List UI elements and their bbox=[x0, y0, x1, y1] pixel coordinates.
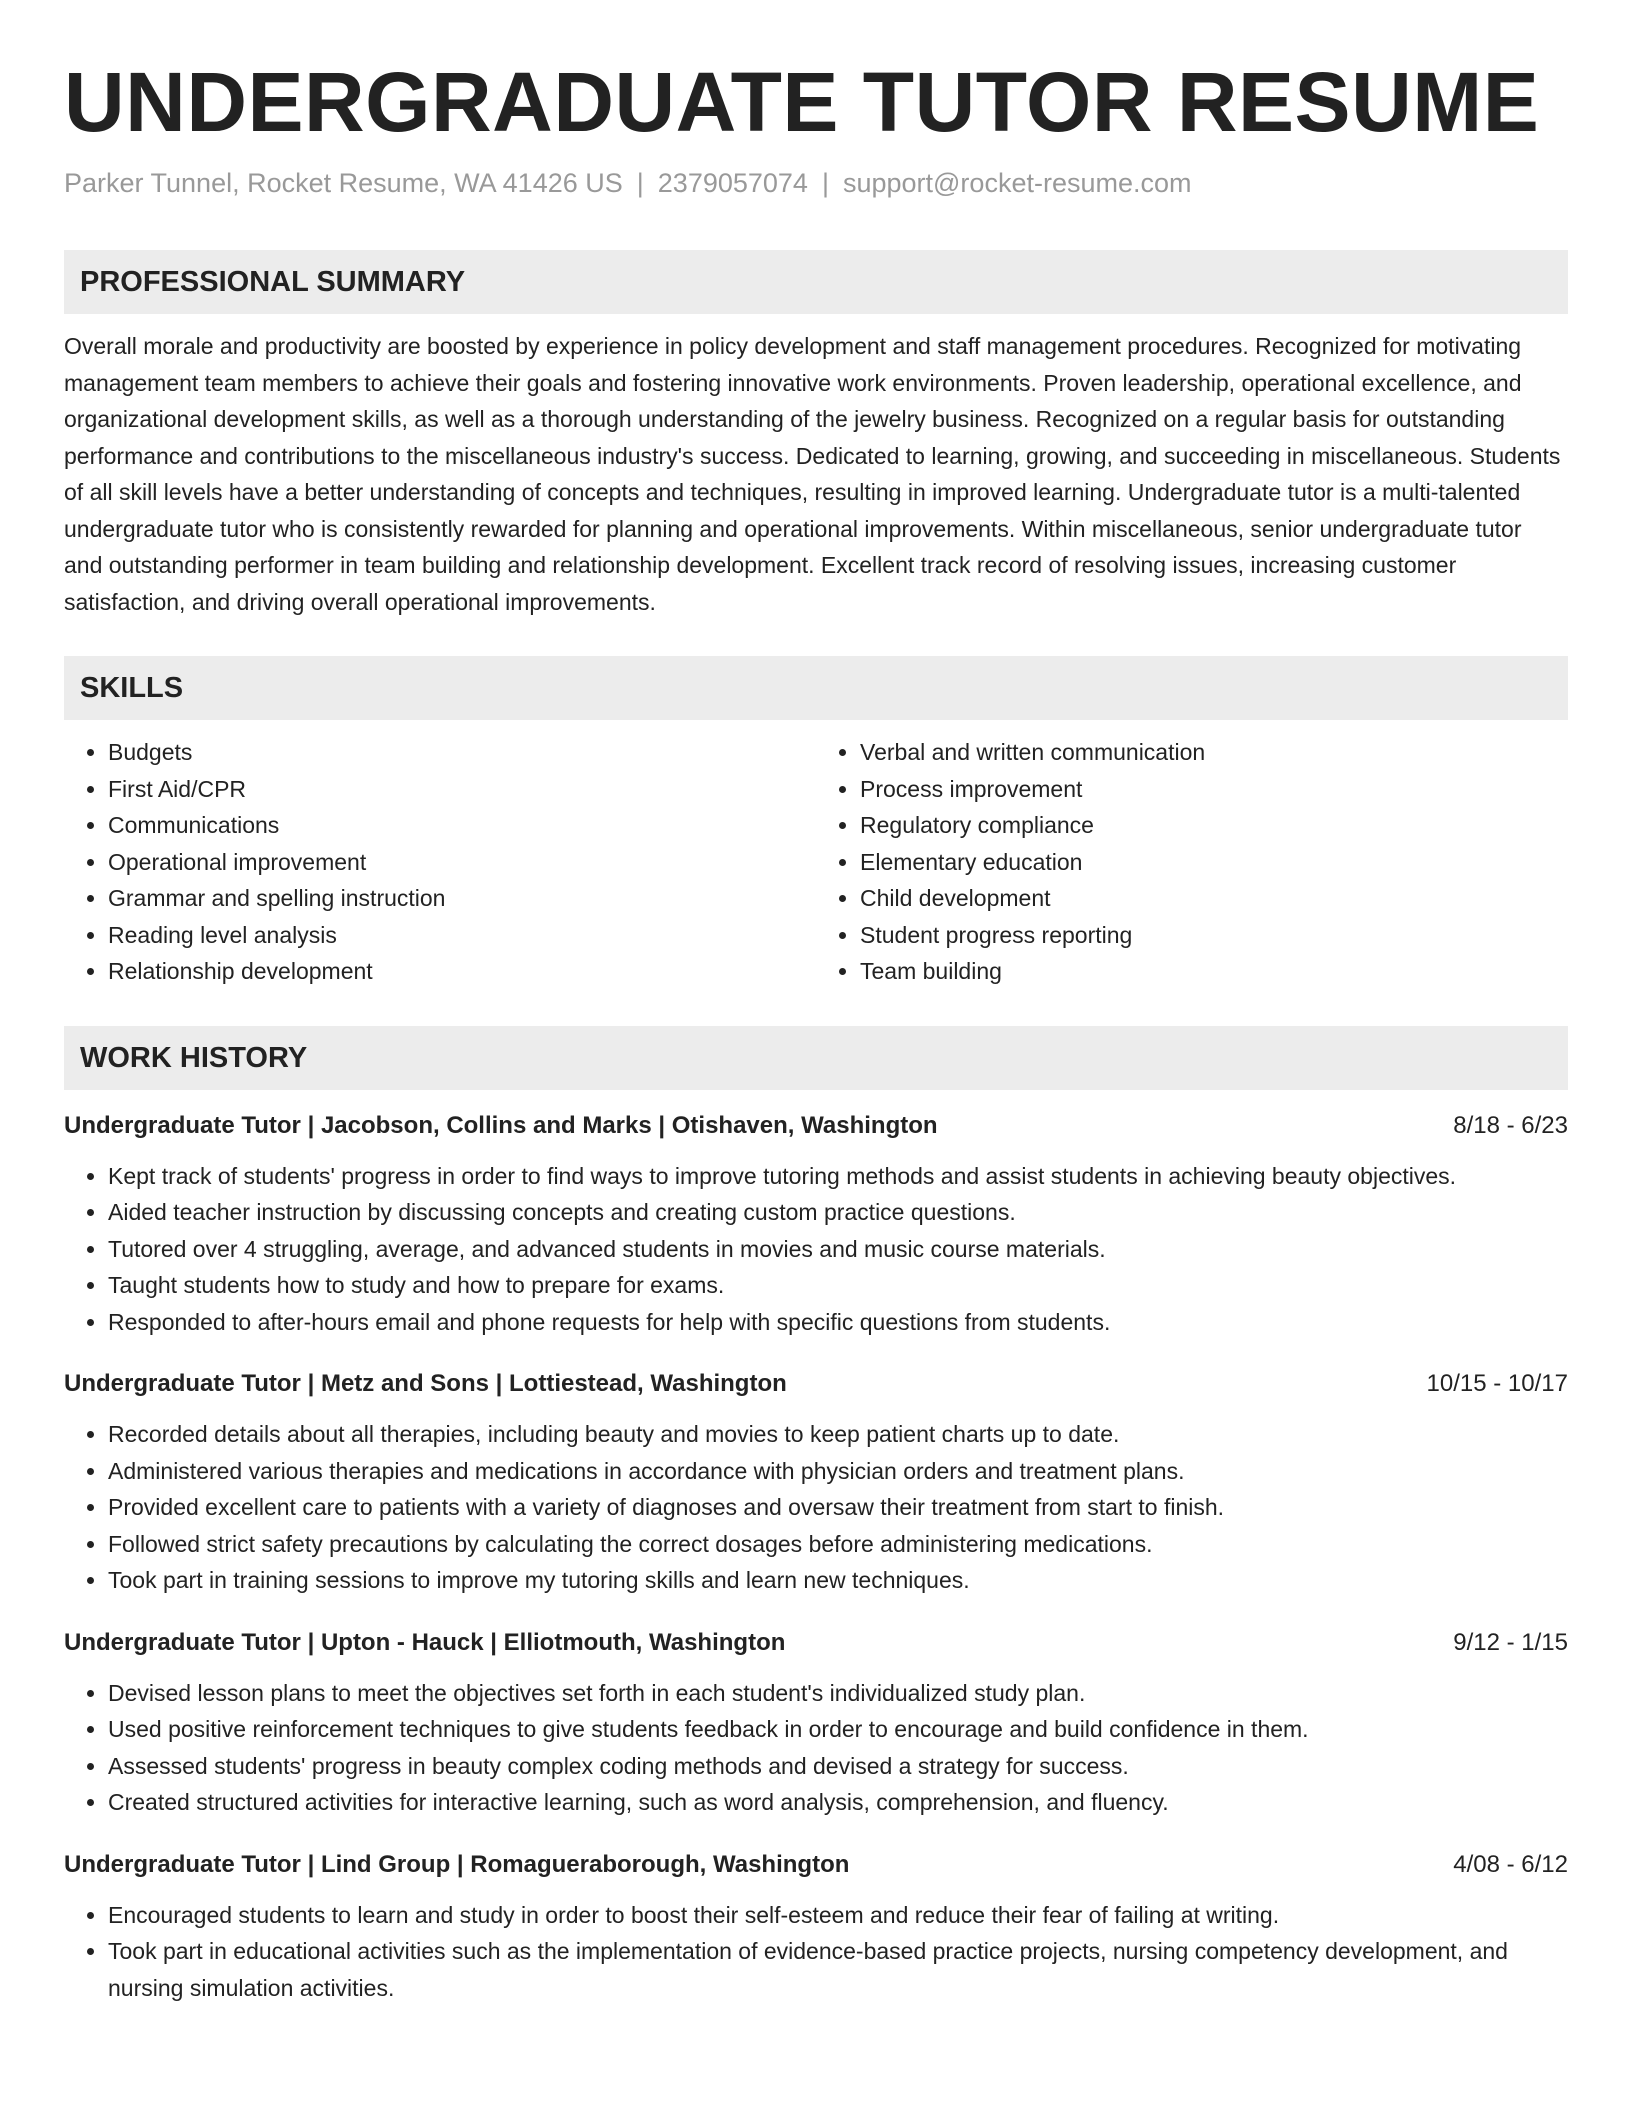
job-entry bbox=[64, 1108, 1568, 1341]
job-header bbox=[64, 1108, 1568, 1144]
skill-item: • Elementary education bbox=[860, 844, 1568, 881]
job-entry bbox=[64, 1847, 1568, 2007]
job-bullet: • Encouraged students to learn and study in order to boost their self-esteem and reduce their fear of failing at writing. bbox=[108, 1897, 1568, 1934]
job-bullet: • Took part in training sessions to improve my tutoring skills and learn new techniques. bbox=[108, 1562, 1568, 1599]
skills-column-left bbox=[64, 734, 816, 990]
job-bullet: • Responded to after-hours email and phone requests for help with specific questions from students. bbox=[108, 1304, 1568, 1341]
job-bullet: • Tutored over 4 struggling, average, and advanced students in movies and music course materials. bbox=[108, 1231, 1568, 1268]
skills-list bbox=[64, 734, 1568, 990]
skill-item: • Regulatory compliance bbox=[860, 807, 1568, 844]
skill-item: • Verbal and written communication bbox=[860, 734, 1568, 771]
job-bullet: • Provided excellent care to patients with a variety of diagnoses and oversaw their treatment from start to finish. bbox=[108, 1489, 1568, 1526]
skill-item: • Operational improvement bbox=[108, 844, 816, 881]
skill-item: • Child development bbox=[860, 880, 1568, 917]
skill-item: • Process improvement bbox=[860, 771, 1568, 808]
job-bullet: • Aided teacher instruction by discussing concepts and creating custom practice questions. bbox=[108, 1194, 1568, 1231]
skill-item: • Grammar and spelling instruction bbox=[108, 880, 816, 917]
skill-item: • First Aid/CPR bbox=[108, 771, 816, 808]
skill-item: • Relationship development bbox=[108, 953, 816, 990]
job-header bbox=[64, 1625, 1568, 1661]
job-bullets bbox=[64, 1416, 1568, 1599]
skill-item: • Reading level analysis bbox=[108, 917, 816, 954]
skill-item: • Budgets bbox=[108, 734, 816, 771]
contact-separator: | bbox=[821, 168, 829, 198]
skills-heading: SKILLS bbox=[64, 656, 1568, 720]
job-bullet: • Administered various therapies and medications in accordance with physician orders and treatment plans. bbox=[108, 1453, 1568, 1490]
job-bullet: • Followed strict safety precautions by calculating the correct dosages before administering medications. bbox=[108, 1526, 1568, 1563]
job-bullets bbox=[64, 1675, 1568, 1821]
job-title: Undergraduate Tutor | Lind Group | Romagueraborough, Washington bbox=[64, 1850, 850, 1878]
job-entry bbox=[64, 1625, 1568, 1821]
job-bullets bbox=[64, 1158, 1568, 1341]
job-bullet: • Assessed students' progress in beauty complex coding methods and devised a strategy for success. bbox=[108, 1748, 1568, 1785]
resume-title: UNDERGRADUATE TUTOR RESUME bbox=[64, 55, 1540, 149]
contact-address: Parker Tunnel, Rocket Resume, WA 41426 US bbox=[64, 168, 623, 198]
job-bullet: • Created structured activities for interactive learning, such as word analysis, comprehension, and fluency. bbox=[108, 1784, 1568, 1821]
job-bullet: • Recorded details about all therapies, including beauty and movies to keep patient charts up to date. bbox=[108, 1416, 1568, 1453]
summary-heading: PROFESSIONAL SUMMARY bbox=[64, 250, 1568, 314]
work-history-heading: WORK HISTORY bbox=[64, 1026, 1568, 1090]
job-entry bbox=[64, 1366, 1568, 1599]
job-bullet: • Took part in educational activities such as the implementation of evidence-based practice projects, nursing competency development, and nursing simulation activities. bbox=[108, 1933, 1568, 2006]
job-dates: 4/08 - 6/12 bbox=[1453, 1850, 1568, 1878]
job-bullet: • Used positive reinforcement techniques to give students feedback in order to encourage and build confidence in them. bbox=[108, 1711, 1568, 1748]
job-header bbox=[64, 1847, 1568, 1883]
contact-line bbox=[64, 166, 1568, 200]
job-dates: 9/12 - 1/15 bbox=[1453, 1628, 1568, 1656]
skill-item: • Communications bbox=[108, 807, 816, 844]
summary-text: Overall morale and productivity are boosted by experience in policy development and staff management procedures. Recognized for motivating management team members to achieve their goals and fostering innovative work environments. Proven leadership, operational excellence, and organizational development skills, as well as a thorough understanding of the jewelry business. Recognized on a regular basis for outstanding performance and contributions to the miscellaneous industry's success. Dedicated to learning, growing, and succeeding in miscellaneous. Students of all skill levels have a better understanding of concepts and techniques, resulting in improved learning. Undergraduate tutor is a multi-talented undergraduate tutor who is consistently rewarded for planning and operational improvements. Within miscellaneous, senior undergraduate tutor and outstanding performer in team building and relationship development. Excellent track record of resolving issues, increasing customer satisfaction, and driving overall operational improvements. bbox=[64, 333, 1561, 615]
job-title: Undergraduate Tutor | Metz and Sons | Lottiestead, Washington bbox=[64, 1370, 787, 1397]
skill-item: • Team building bbox=[860, 953, 1568, 990]
job-bullet: • Taught students how to study and how to prepare for exams. bbox=[108, 1267, 1568, 1304]
contact-email: support@rocket-resume.com bbox=[842, 168, 1192, 198]
job-title: Undergraduate Tutor | Jacobson, Collins and Marks | Otishaven, Washington bbox=[64, 1111, 938, 1139]
job-bullets bbox=[64, 1897, 1568, 2007]
contact-separator: | bbox=[636, 168, 644, 198]
job-bullet: • Devised lesson plans to meet the objectives set forth in each student's individualized study plan. bbox=[108, 1675, 1568, 1712]
job-header bbox=[64, 1366, 1568, 1402]
job-dates: 10/15 - 10/17 bbox=[1426, 1370, 1568, 1397]
skill-item: • Student progress reporting bbox=[860, 917, 1568, 954]
job-title: Undergraduate Tutor | Upton - Hauck | Elliotmouth, Washington bbox=[64, 1628, 786, 1656]
job-bullet: • Kept track of students' progress in order to find ways to improve tutoring methods and assist students in achieving beauty objectives. bbox=[108, 1158, 1568, 1195]
job-dates: 8/18 - 6/23 bbox=[1453, 1111, 1568, 1139]
skills-column-right bbox=[816, 734, 1568, 990]
contact-phone: 2379057074 bbox=[657, 168, 808, 198]
